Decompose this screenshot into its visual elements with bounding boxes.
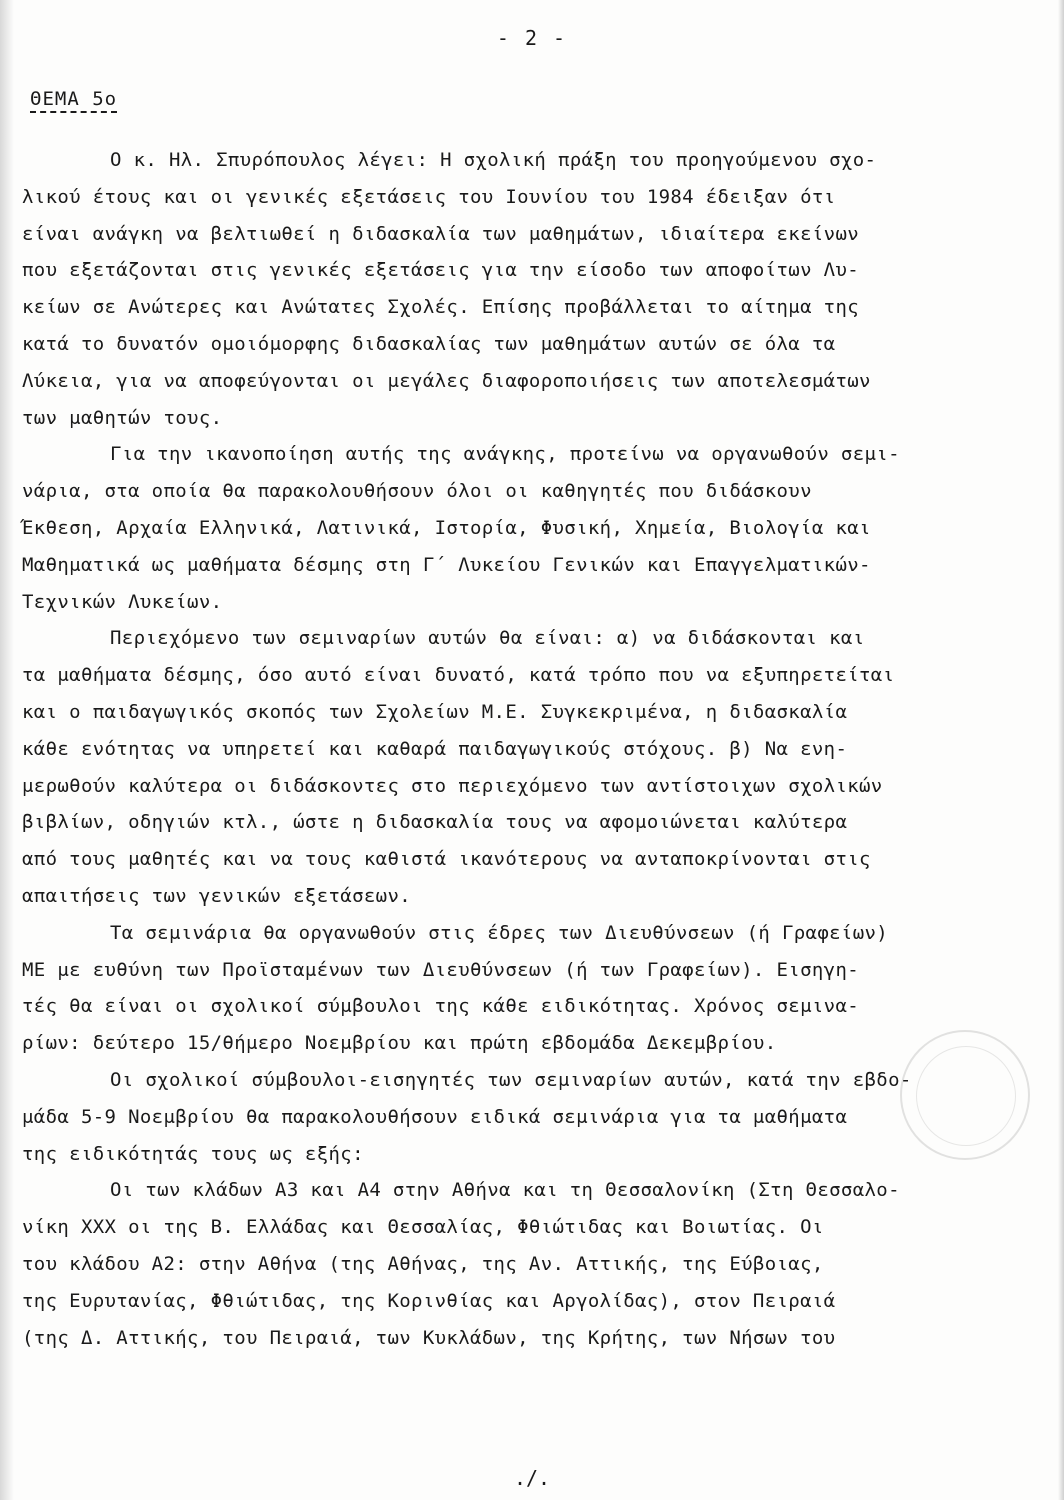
page-left-edge-shadow — [0, 0, 14, 1500]
text-line: και ο παιδαγωγικός σκοπός των Σχολείων Μ.Ε. Συγκεκριμένα, η διδασκαλία — [22, 700, 848, 723]
text-line: Έκθεση, Αρχαία Ελληνικά, Λατινικά, Ιστορία, Φυσική, Χημεία, Βιολογία και — [22, 516, 871, 539]
text-line: λικού έτους και οι γενικές εξετάσεις του Ιουνίου του 1984 έδειξαν ότι — [22, 185, 836, 208]
text-line: Για την ικανοποίηση αυτής της ανάγκης, προτείνω να οργανωθούν σεμι- — [110, 443, 900, 466]
text-line: απαιτήσεις των γενικών εξετάσεων. — [22, 884, 412, 907]
paragraph-3 — [22, 620, 1046, 914]
page-number: - 2 - — [496, 26, 568, 50]
text-line: ρίων: δεύτερο 15/θήμερο Νοεμβρίου και πρώτη εβδομάδα Δεκεμβρίου. — [22, 1032, 777, 1055]
text-line: Οι σχολικοί σύμβουλοι-εισηγητές των σεμιναρίων αυτών, κατά την εβδο- — [110, 1068, 912, 1091]
page-right-edge-shadow — [1058, 0, 1064, 1500]
text-line: του κλάδου Α2: στην Αθήνα (της Αθήνας, της Αν. Αττικής, της Εύβοιας, — [22, 1252, 824, 1275]
text-line: νίκη ΧΧΧ οι της Β. Ελλάδας και Θεσσαλίας, Φθιώτιδας και Βοιωτίας. Οι — [22, 1216, 824, 1239]
text-line: Λύκεια, για να αποφεύγονται οι μεγάλες διαφοροποιήσεις των αποτελεσμάτων — [22, 369, 871, 392]
text-line: που εξετάζονται στις γενικές εξετάσεις για την είσοδο των αποφοίτων Λυ- — [22, 259, 860, 282]
text-line: νάρια, στα οποία θα παρακολουθήσουν όλοι οι καθηγητές που διδάσκουν — [22, 480, 812, 503]
text-line: από τους μαθητές και να τους καθιστά ικανότερους να ανταποκρίνονται στις — [22, 848, 871, 871]
text-line: της ειδικότητάς τους ως εξής: — [22, 1142, 364, 1165]
text-line: κατά το δυνατόν ομοιόμορφης διδασκαλίας των μαθημάτων αυτών σε όλα τα — [22, 332, 836, 355]
text-line: της Ευρυτανίας, Φθιώτιδας, της Κορινθίας και Αργολίδας), στον Πειραιά — [22, 1289, 836, 1312]
text-line: Μαθηματικά ως μαθήματα δέσμης στη Γ΄ Λυκείου Γενικών και Επαγγελματικών- — [22, 553, 871, 576]
text-line: τα μαθήματα δέσμης, όσο αυτό είναι δυνατό, κατά τρόπο που να εξυπηρετείται — [22, 664, 895, 687]
text-line: τές θα είναι οι σχολικοί σύμβουλοι της κάθε ειδικότητας. Χρόνος σεμινα- — [22, 995, 860, 1018]
text-line: είναι ανάγκη να βελτιωθεί η διδασκαλία των μαθημάτων, ιδιαίτερα εκείνων — [22, 222, 860, 245]
text-line: (της Δ. Αττικής, του Πειραιά, των Κυκλάδων, της Κρήτης, των Νήσων του — [22, 1326, 836, 1349]
text-line: βιβλίων, οδηγιών κτλ., ώστε η διδασκαλία τους να αφομοιώνεται καλύτερα — [22, 811, 848, 834]
section-heading: ΘΕΜΑ 5ο — [30, 88, 117, 113]
paragraph-6 — [22, 1172, 1046, 1356]
text-line: Τα σεμινάρια θα οργανωθούν στις έδρες των Διευθύνσεων (ή Γραφείων) — [110, 921, 889, 944]
text-line: Τεχνικών Λυκείων. — [22, 590, 223, 613]
text-line: Οι των κλάδων Α3 και Α4 στην Αθήνα και τη Θεσσαλονίκη (Στη Θεσσαλο- — [110, 1179, 900, 1202]
text-line: κάθε ενότητας να υπηρετεί και καθαρά παιδαγωγικούς στόχους. β) Να ενη- — [22, 737, 848, 760]
paragraph-1 — [22, 142, 1046, 436]
document-body — [22, 142, 1046, 1356]
continuation-mark: ./. — [513, 1466, 551, 1490]
paragraph-5 — [22, 1062, 1046, 1172]
text-line: μερωθούν καλύτερα οι διδάσκοντες στο περιεχόμενο των αντίστοιχων σχολικών — [22, 774, 883, 797]
text-line: Περιεχόμενο των σεμιναρίων αυτών θα είναι: α) να διδάσκονται και — [110, 627, 865, 650]
text-line: των μαθητών τους. — [22, 406, 223, 429]
text-line: κείων σε Ανώτερες και Ανώτατες Σχολές. Επίσης προβάλλεται το αίτημα της — [22, 296, 860, 319]
text-line: μάδα 5-9 Νοεμβρίου θα παρακολουθήσουν ειδικά σεμινάρια για τα μαθήματα — [22, 1105, 848, 1128]
paragraph-4 — [22, 915, 1046, 1062]
paragraph-2 — [22, 436, 1046, 620]
text-line: ΜΕ με ευθύνη των Προϊσταμένων των Διευθύνσεων (ή των Γραφείων). Εισηγη- — [22, 958, 860, 981]
text-line: Ο κ. Ηλ. Σπυρόπουλος λέγει: Η σχολική πράξη του προηγούμενου σχο- — [110, 149, 877, 171]
